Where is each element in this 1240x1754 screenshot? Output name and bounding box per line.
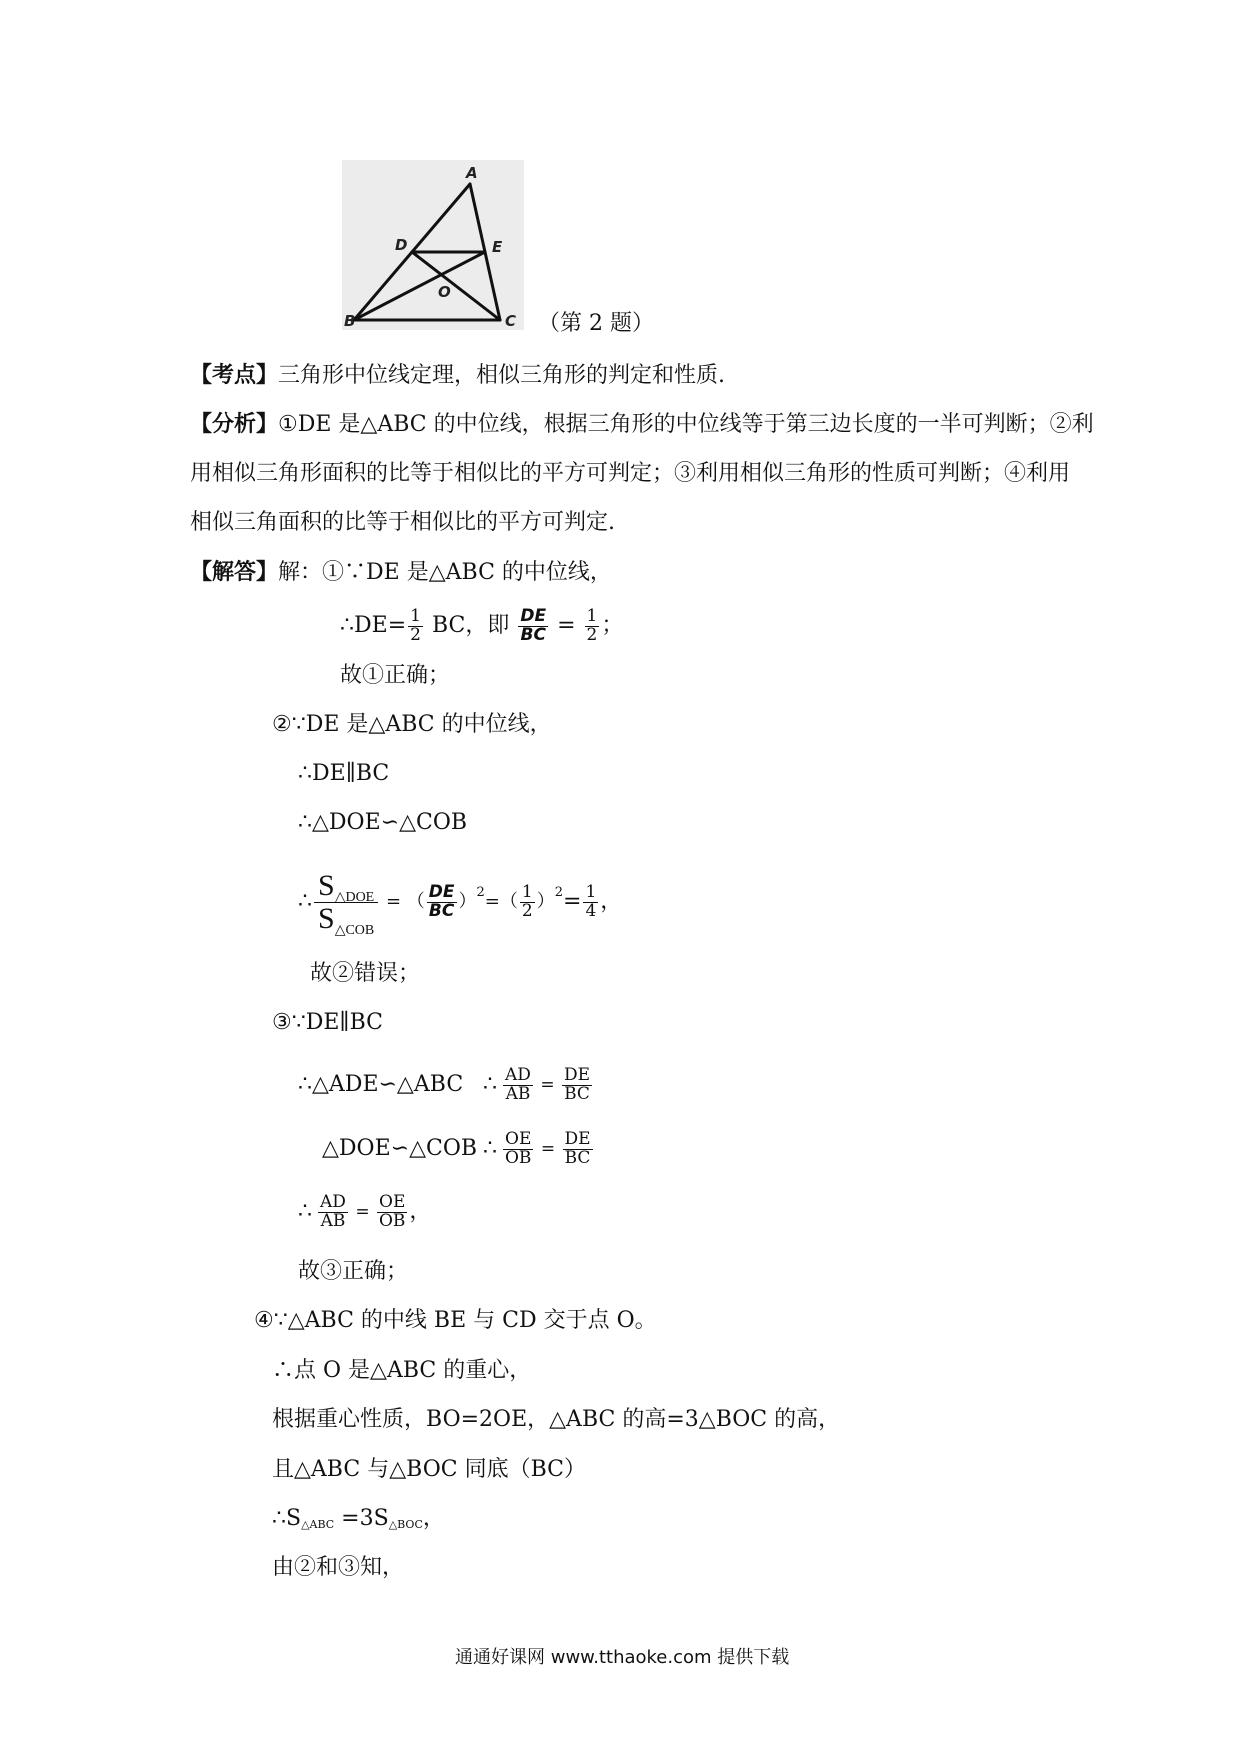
median-be	[354, 252, 485, 320]
frac-num: OE	[505, 1128, 532, 1149]
equals: =	[534, 1074, 560, 1095]
s-symbol: S	[318, 901, 335, 935]
label-d: D	[395, 236, 408, 254]
fraction-ad-ab	[503, 1064, 533, 1104]
frac-den: AB	[320, 1210, 346, 1231]
frac-num: AD	[505, 1064, 531, 1085]
sub-boc: △BOC	[388, 1518, 423, 1531]
sub-abc: △ABC	[301, 1518, 335, 1531]
fraction-half-2	[585, 605, 600, 645]
therefore-symbol: ∴	[298, 1199, 312, 1224]
triangle-figure	[342, 160, 524, 330]
label-e: E	[492, 238, 503, 256]
step1-mid: BC，即	[424, 613, 517, 638]
frac-num: DE	[564, 1128, 591, 1149]
frac-den: 2	[586, 624, 598, 645]
s-symbol: S	[318, 869, 335, 902]
eq-2: =（	[484, 891, 518, 912]
fenxi-line-3: 相似三角面积的比等于相似比的平方可判定.	[190, 510, 615, 535]
step1-equation	[340, 603, 623, 649]
power-2: 2	[476, 884, 485, 900]
frac-num: 1	[521, 881, 533, 902]
power-2: 2	[554, 884, 563, 900]
frac-num: DE	[428, 881, 455, 902]
close-paren-1: ）	[458, 891, 477, 912]
fraction-oe-ob	[377, 1191, 407, 1231]
frac-den: 4	[585, 900, 597, 921]
equals: =	[535, 1138, 561, 1159]
fraction-quarter	[583, 881, 598, 921]
similar-doe-cob: △DOE∽△COB	[322, 1136, 478, 1161]
frac-den: BC	[564, 1083, 590, 1104]
step3-line-2	[298, 1063, 594, 1107]
frac-den: 2	[521, 900, 533, 921]
frac-den: AB	[505, 1083, 531, 1104]
fraction-half	[520, 881, 535, 921]
fraction-de-bc	[563, 1128, 593, 1168]
kaodian-text: 三角形中位线定理，相似三角形的判定和性质.	[278, 363, 726, 388]
jieda-intro: 解：①∵DE 是△ABC 的中位线，	[278, 560, 612, 585]
fraction-de-bc	[518, 605, 548, 645]
step4-line-1: ④∵△ABC 的中线 BE 与 CD 交于点 O。	[254, 1308, 657, 1333]
step3-suffix: ，	[409, 1199, 432, 1224]
frac-num: OE	[379, 1191, 406, 1212]
triangle-diagram	[342, 160, 524, 330]
step2-line-3: ∴△DOE∽△COB	[298, 810, 468, 835]
frac-num: 1	[410, 605, 421, 626]
frac-num: 1	[586, 605, 598, 626]
step4-line-6: 由②和③知，	[272, 1555, 405, 1580]
fraction-de-bc	[427, 881, 457, 921]
step4-line-3: 根据重心性质，BO=2OE，△ABC 的高=3△BOC 的高，	[272, 1407, 841, 1432]
step1-conclusion: 故①正确；	[340, 663, 451, 688]
step1-prefix: ∴DE=	[340, 613, 407, 638]
frac-den: BC	[564, 1147, 591, 1168]
area-sub-doe: △DOE	[334, 890, 375, 905]
label-b: B	[344, 312, 356, 330]
step4-line-4: 且△ABC 与△BOC 同底（BC）	[272, 1457, 586, 1482]
close-paren-2: ）	[536, 891, 555, 912]
label-c: C	[505, 312, 517, 330]
step4-line-5	[272, 1508, 445, 1530]
kaodian-line	[190, 364, 725, 387]
label-a: A	[466, 164, 478, 182]
figure-caption: （第 2 题）	[538, 311, 654, 336]
kaodian-tag: 【考点】	[190, 362, 279, 388]
area-ratio-fraction	[314, 869, 378, 938]
similar-ade-abc: ∴△ADE∽△ABC	[298, 1072, 464, 1097]
jieda-line	[190, 561, 612, 584]
step1-suffix: ；	[601, 613, 624, 638]
fenxi-tag: 【分析】	[190, 411, 279, 437]
label-o: O	[438, 283, 451, 301]
step3-line-1: ③∵DE∥BC	[272, 1010, 383, 1035]
step3-line-3	[322, 1127, 595, 1171]
step4-line-2: ∴点 O 是△ABC 的重心，	[272, 1358, 532, 1383]
fraction-oe-ob	[503, 1128, 533, 1168]
fraction-half	[408, 605, 423, 645]
frac-den: BC	[520, 624, 546, 645]
area-prefix: ∴S	[272, 1506, 302, 1531]
step3-conclusion: 故③正确；	[298, 1259, 409, 1284]
eq-1: = （	[380, 891, 425, 912]
area-mid: =3S	[334, 1506, 389, 1531]
frac-num: DE	[563, 1064, 591, 1085]
eq-3: =	[563, 889, 582, 914]
step2-line-1: ②∵DE 是△ABC 的中位线，	[272, 712, 552, 737]
step3-line-4	[298, 1190, 431, 1234]
step2-area-equation	[298, 862, 622, 942]
jieda-tag: 【解答】	[190, 559, 279, 585]
step2-conclusion: 故②错误；	[310, 961, 421, 986]
step2-end: ，	[600, 889, 623, 914]
area-denominator	[314, 901, 378, 938]
frac-den: BC	[428, 900, 455, 921]
fraction-de-bc	[562, 1064, 592, 1104]
frac-den: 2	[410, 624, 421, 645]
footer-text: 通通好课网 www.tthaoke.com 提供下载	[455, 1647, 790, 1668]
step2-line-2: ∴DE∥BC	[298, 761, 390, 786]
frac-den: OB	[505, 1147, 532, 1168]
therefore-symbol: ∴	[483, 1136, 497, 1161]
frac-num: DE	[520, 605, 547, 626]
therefore-symbol: ∴	[298, 889, 312, 914]
fenxi-line-2: 用相似三角形面积的比等于相似比的平方可判定；③利用相似三角形的性质可判断；④利用	[190, 461, 1071, 486]
area-end: ，	[422, 1506, 445, 1531]
area-numerator	[314, 870, 378, 903]
frac-den: OB	[378, 1210, 406, 1231]
therefore-symbol: ∴	[483, 1072, 497, 1097]
fenxi-text-1: ①DE 是△ABC 的中位线，根据三角形的中位线等于第三边长度的一半可判断；②利	[278, 412, 1094, 437]
equals: =	[349, 1201, 375, 1222]
frac-num: AD	[320, 1191, 346, 1212]
fenxi-line-1	[190, 413, 1094, 436]
step1-eq: =	[550, 613, 583, 638]
area-sub-cob: △COB	[334, 922, 375, 938]
frac-num: 1	[585, 881, 597, 902]
fraction-ad-ab	[318, 1191, 348, 1231]
